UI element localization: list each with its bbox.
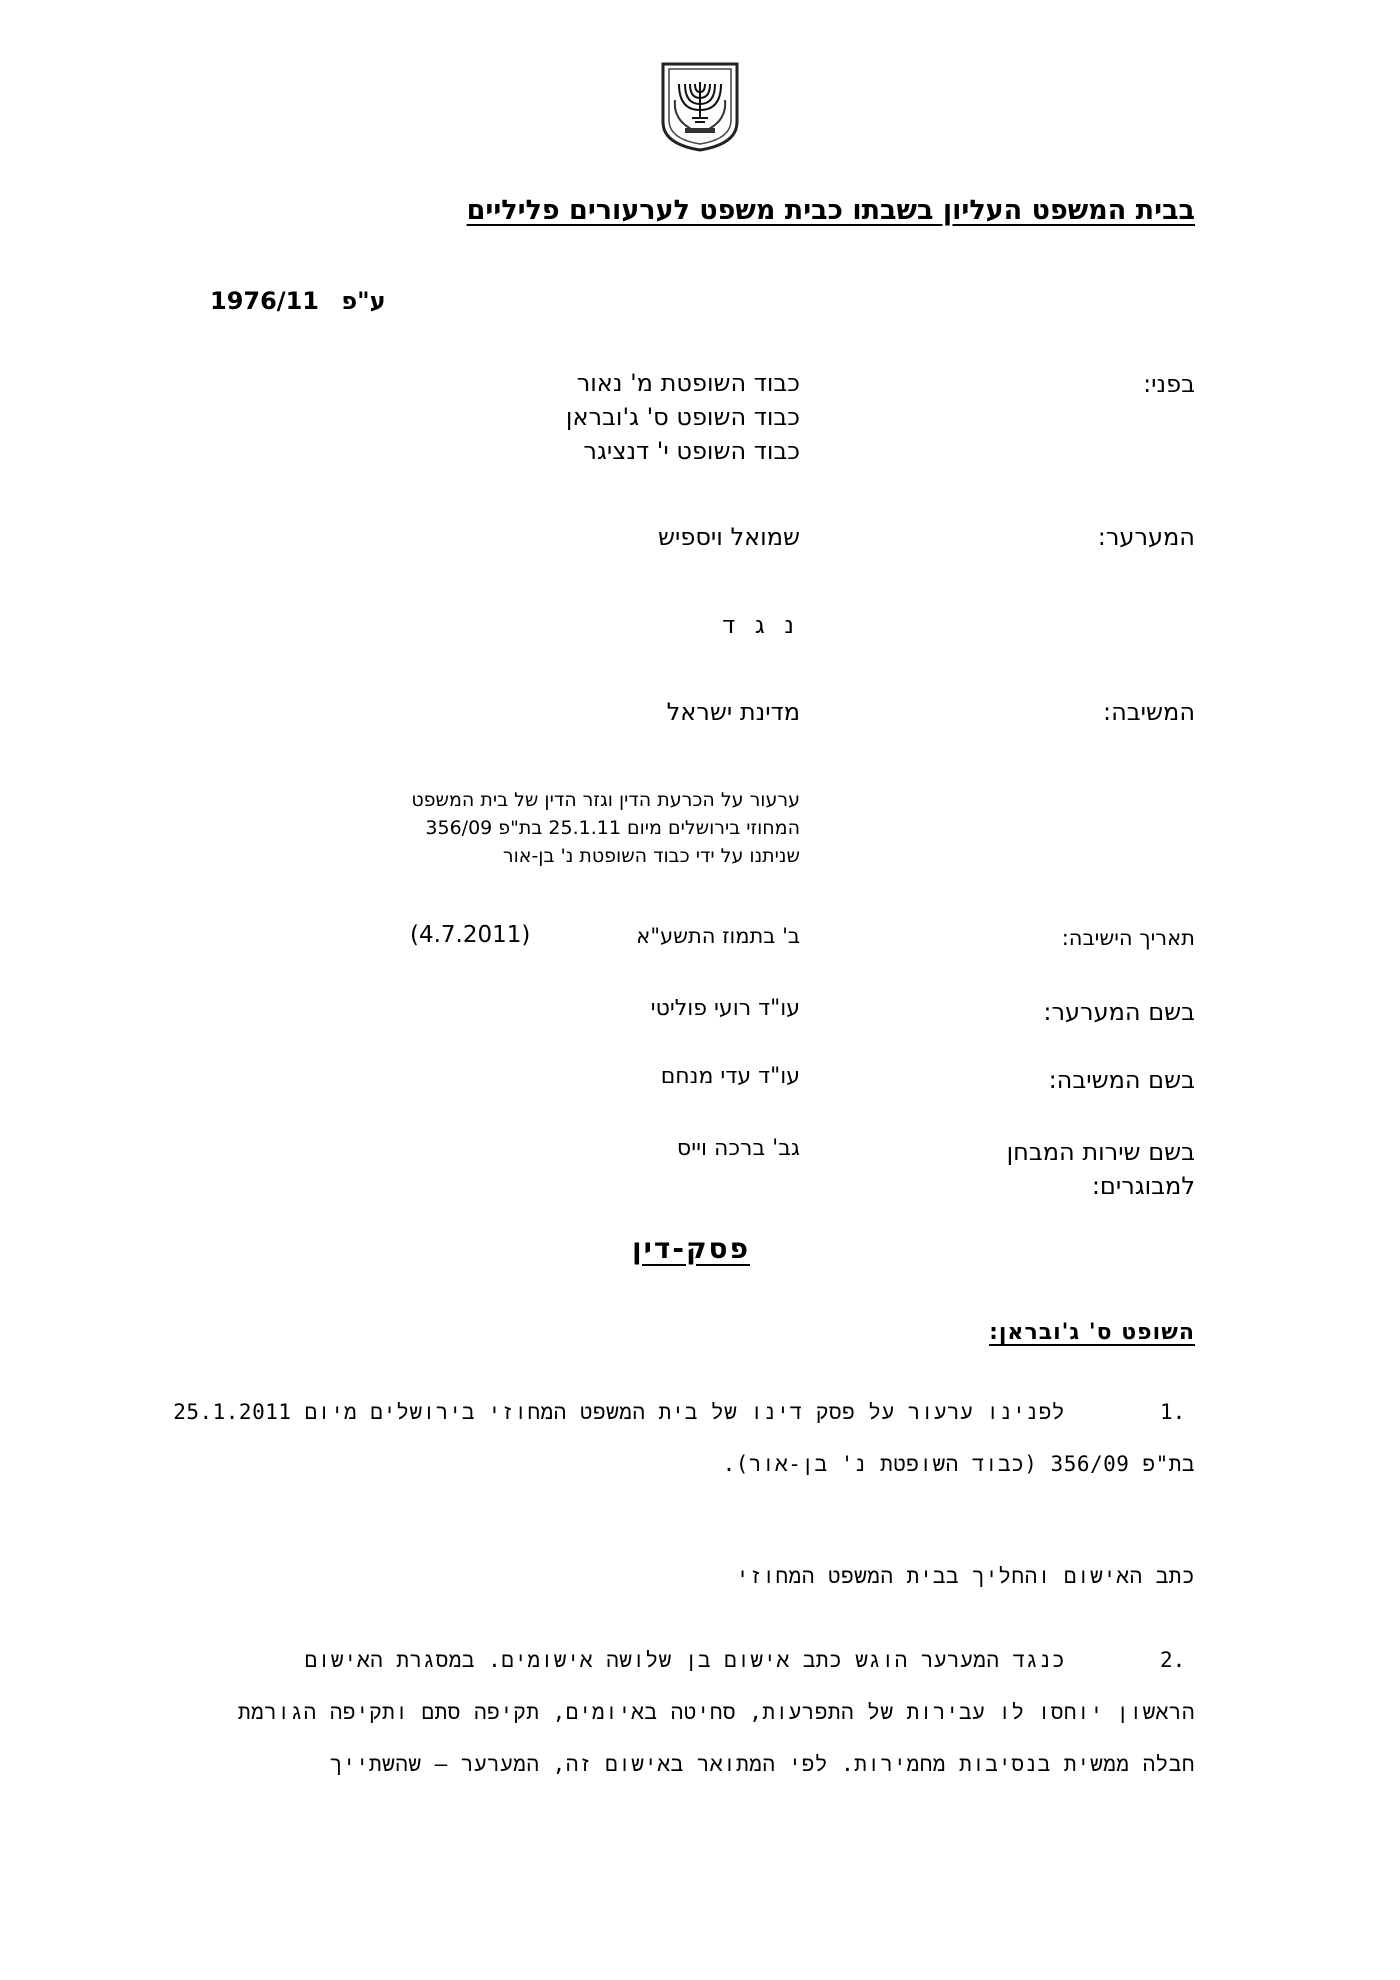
versus-text: נ ג ד bbox=[722, 611, 800, 639]
judge-name: כבוד השופט י' דנציגר bbox=[583, 437, 800, 465]
case-number-value: 1976/11 bbox=[210, 287, 319, 315]
section-heading: כתב האישום והחליך בבית המשפט המחוזי bbox=[736, 1564, 1195, 1588]
appellant-counsel-label: בשם המערער: bbox=[1043, 998, 1195, 1026]
hearing-date-label: תאריך הישיבה: bbox=[1061, 926, 1195, 950]
judge-name: כבוד השופט ס' ג'ובראן bbox=[565, 403, 800, 431]
respondent-counsel-label: בשם המשיבה: bbox=[1048, 1066, 1195, 1094]
respondent-label: המשיבה: bbox=[1103, 698, 1195, 726]
judge-opinion-heading: השופט ס' ג'ובראן: bbox=[989, 1320, 1195, 1345]
paragraph-number: 2. bbox=[1160, 1648, 1186, 1672]
appellant-label: המערער: bbox=[1097, 523, 1195, 551]
respondent-name: מדינת ישראל bbox=[666, 698, 800, 726]
hearing-gregorian-date: (4.7.2011) bbox=[410, 922, 531, 948]
case-prefix: ע"פ bbox=[341, 287, 386, 315]
paragraph-2-line-1: כנגד המערער הוגש כתב אישום בן שלושה אישומים. במסגרת האישום bbox=[304, 1648, 1065, 1672]
probation-label-line2: למבוגרים: bbox=[1091, 1172, 1195, 1200]
paragraph-1-line-2: בת"פ 356/09 (כבוד השופטת נ' בן-אור). bbox=[722, 1452, 1195, 1476]
case-number bbox=[210, 287, 386, 315]
state-emblem-icon bbox=[655, 60, 745, 152]
paragraph-number: 1. bbox=[1160, 1400, 1186, 1424]
probation-rep-name: גב' ברכה וייס bbox=[676, 1136, 800, 1161]
paragraph-2-line-2: הראשון יוחסו לו עבירות של התפרעות, סחיטה באיומים, תקיפה סתם ותקיפה הגורמת bbox=[238, 1700, 1195, 1724]
before-label: בפני: bbox=[1143, 370, 1195, 398]
appeal-description: ערעור על הכרעת הדין וגזר הדין של בית המשפט המחוזי בירושלים מיום 25.1.11 בת"פ 356/09 שניתנו על ידי כבוד השופטת נ' בן-אור bbox=[411, 789, 800, 867]
respondent-counsel-name: עו"ד עדי מנחם bbox=[660, 1064, 800, 1089]
paragraph-1-line-1: לפנינו ערעור על פסק דינו של בית המשפט המחוזי בירושלים מיום 25.1.2011 bbox=[173, 1400, 1065, 1424]
judge-name: כבוד השופטת מ' נאור bbox=[576, 369, 800, 397]
verdict-title: פסק-דין bbox=[632, 1232, 751, 1265]
judges-list bbox=[566, 366, 800, 468]
probation-label-line1: בשם שירות המבחן bbox=[1006, 1138, 1195, 1166]
hearing-hebrew-date: ב' בתמוז התשע"א bbox=[636, 924, 800, 948]
appellant-counsel-name: עו"ד רועי פוליטי bbox=[650, 996, 800, 1021]
court-title: בבית המשפט העליון בשבתו כבית משפט לערעורים פליליים bbox=[466, 195, 1195, 226]
paragraph-2-line-3: חבלה ממשית בנסיבות מחמירות. לפי המתואר באישום זה, המערער – שהשתייך bbox=[329, 1752, 1195, 1776]
appellant-name: שמואל ויספיש bbox=[658, 523, 800, 551]
